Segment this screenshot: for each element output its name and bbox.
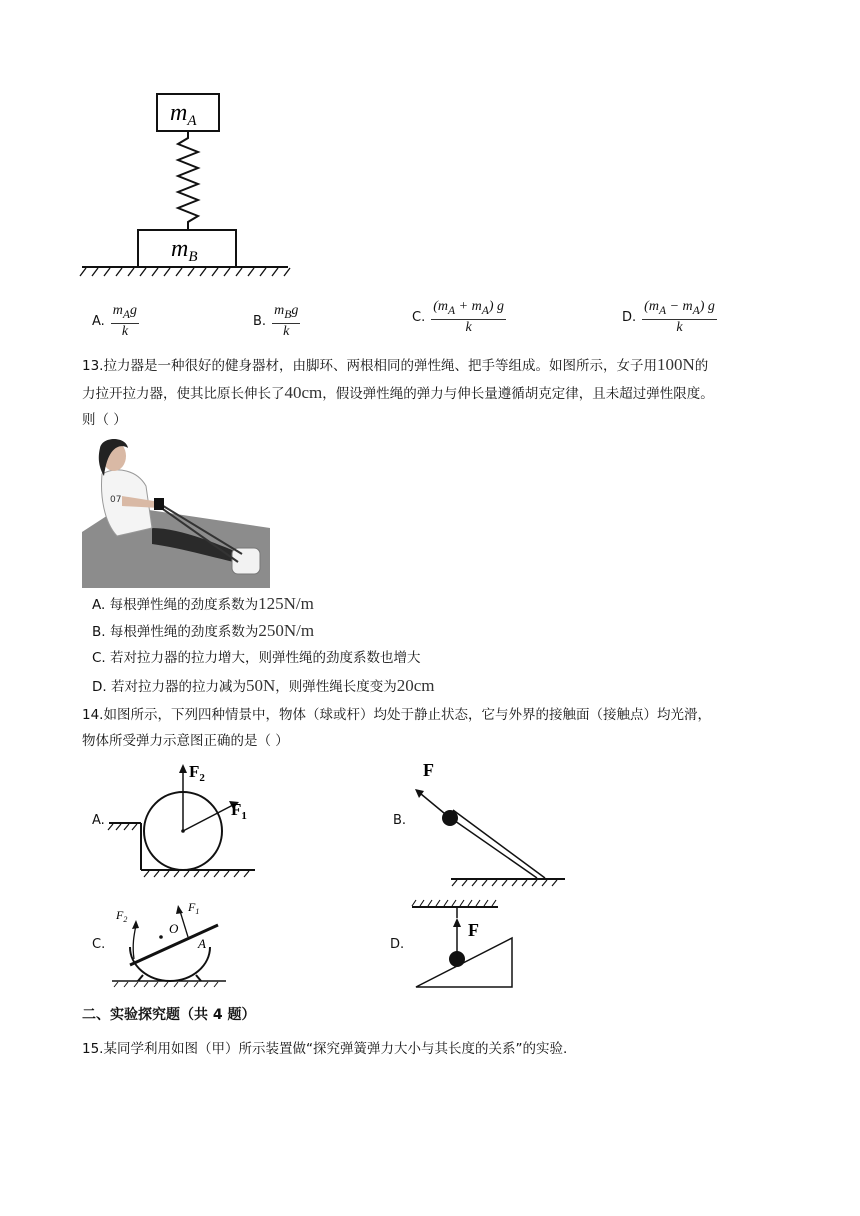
q13-option-a[interactable]: A. 每根弹性绳的劲度系数为125N/m <box>92 594 314 613</box>
q12-option-a[interactable] <box>92 303 139 340</box>
option-label: B. <box>253 313 267 329</box>
force-label-f2: $F_2$ <box>116 908 128 924</box>
q13-stem-line2: 力拉开拉力器，使其比原长伸长了40cm，假设弹性绳的弹力与伸长量遵循胡克定律，且未超过弹性限度。 <box>82 383 714 402</box>
q14-stem-line1: 14.如图所示，下列四种情景中，物体（球或杆）均处于静止状态，它与外界的接触面（接触点）均光滑， <box>82 707 711 723</box>
q13-option-b[interactable]: B. 每根弹性绳的劲度系数为250N/m <box>92 621 315 640</box>
q13-photo-woman-exercising <box>82 436 270 588</box>
q12-option-c[interactable] <box>412 299 506 336</box>
q14-option-c-label[interactable]: C. <box>92 937 106 952</box>
force-label-f2: $F_2$ <box>189 762 205 784</box>
force-label-f1: $F_1$ <box>188 900 200 916</box>
q14-figure-a <box>105 760 265 878</box>
q13-stem-line3: 则（ ） <box>82 412 127 428</box>
q13-stem-line1: 13.拉力器是一种很好的健身器材，由脚环、两根相同的弹性绳、把手等组成。如图所示，女子用100N的 <box>82 355 709 374</box>
q13-option-d[interactable]: D. 若对拉力器的拉力减为50N，则弹性绳长度变为20cm <box>92 676 435 695</box>
formula: $\frac{m_Bg}{k}$ <box>274 303 299 339</box>
q14-stem-line2: 物体所受弹力示意图正确的是（ ） <box>82 733 289 749</box>
force-label-f: F <box>468 920 479 940</box>
force-label-f1: $F_1$ <box>231 800 247 822</box>
q14-option-a-label[interactable]: A. <box>92 813 105 828</box>
force-label-f: F <box>423 760 434 780</box>
q12-option-d[interactable] <box>622 299 717 336</box>
bottom-block-label: $m_B$ <box>171 236 198 265</box>
svg-text:07: 07 <box>110 495 122 505</box>
q14-option-d-label[interactable]: D. <box>390 937 405 952</box>
q14-figure-c <box>108 893 228 988</box>
formula: $\frac{m_Ag}{k}$ <box>112 303 138 339</box>
section-heading: 二、实验探究题（共 4 题） <box>82 1007 256 1023</box>
formula: $\frac{(m_A - m_A) g}{k}$ <box>644 299 715 335</box>
q14-figure-d <box>408 898 533 993</box>
option-label: D. <box>622 309 637 325</box>
top-block-label: $m_A$ <box>170 100 197 129</box>
option-label: A. <box>92 313 105 329</box>
formula: $\frac{(m_A + m_A) g}{k}$ <box>433 299 504 335</box>
q12-spring-figure <box>78 88 298 278</box>
q13-option-c[interactable]: C. 若对拉力器的拉力增大，则弹性绳的劲度系数也增大 <box>92 650 421 666</box>
option-label: C. <box>412 309 426 325</box>
point-label-a: A <box>198 936 206 951</box>
q14-figure-b <box>405 758 570 888</box>
point-label-o: O <box>169 921 179 936</box>
q12-option-b[interactable] <box>253 303 300 340</box>
q15-stem: 15.某同学利用如图（甲）所示装置做“探究弹簧弹力大小与其长度的关系”的实验. <box>82 1041 568 1057</box>
q14-option-b-label[interactable]: B. <box>393 813 407 828</box>
